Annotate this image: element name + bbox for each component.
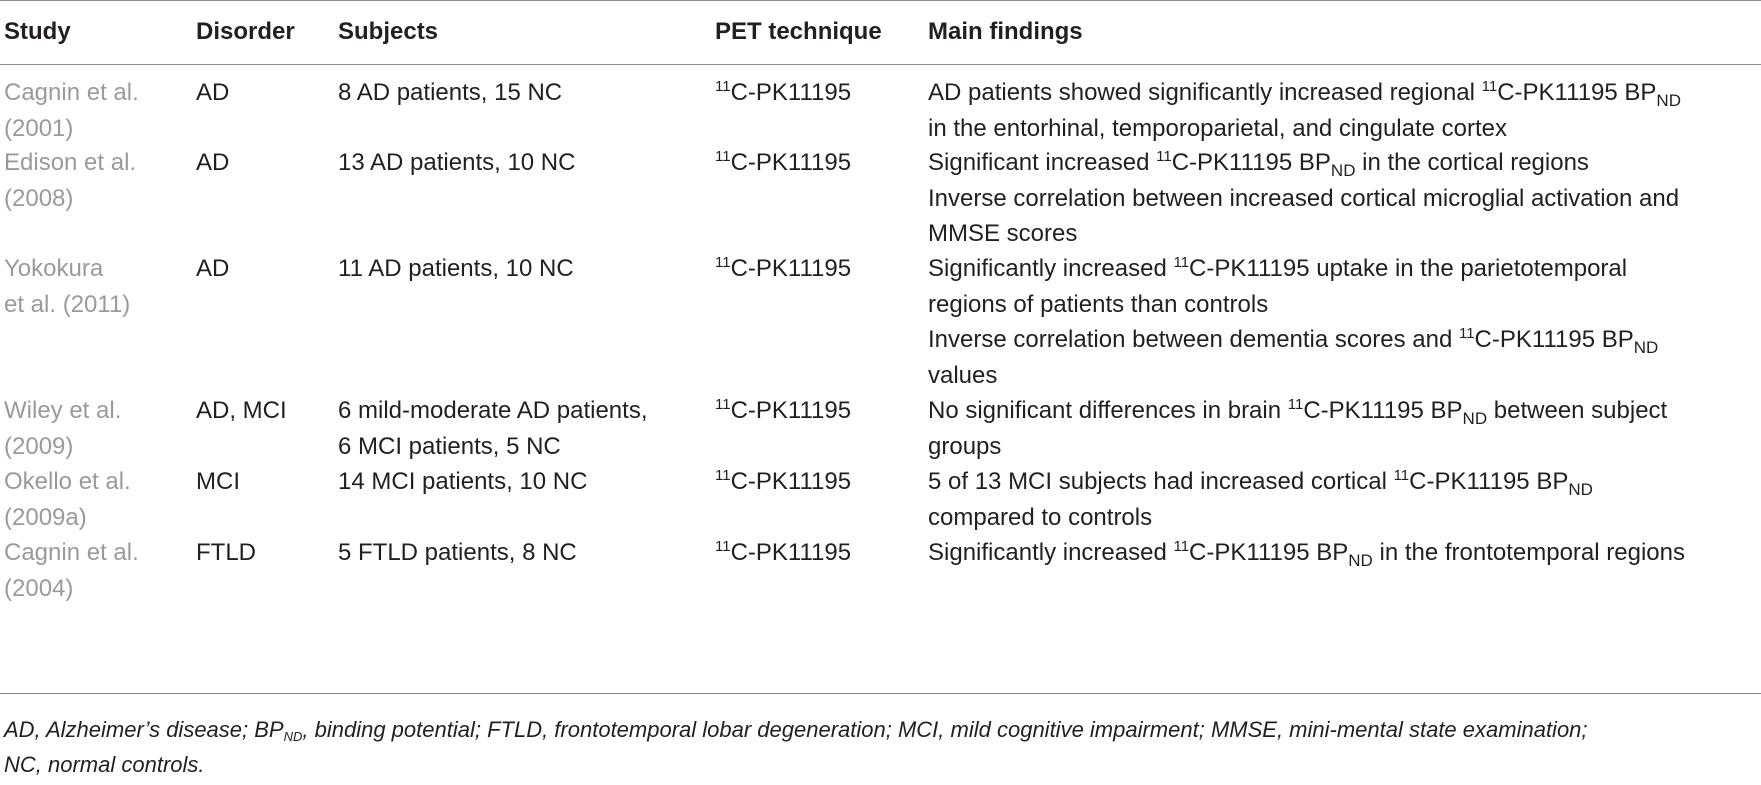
- bp-subscript: ND: [1568, 480, 1593, 499]
- finding-text: C-PK11195 BP: [1171, 149, 1331, 176]
- pet-technique-cell: [715, 462, 851, 502]
- bp-subscript: ND: [1633, 338, 1659, 357]
- finding-text: between subject: [1487, 397, 1668, 424]
- finding-text: MMSE scores: [928, 220, 1078, 247]
- footnote-line-2: NC, normal controls.: [4, 752, 205, 777]
- pet-technique-cell: [715, 143, 851, 183]
- finding-text: in the frontotemporal regions: [1372, 539, 1685, 566]
- subjects-cell: 6 MCI patients, 5 NC: [338, 432, 561, 460]
- study-cell: Edison et al.: [4, 149, 137, 176]
- disorder-cell: FTLD: [196, 539, 256, 566]
- bottom-rule: [0, 693, 1761, 694]
- subjects-cell: 14 MCI patients, 10 NC: [338, 468, 588, 495]
- finding-line: [928, 143, 1589, 183]
- tracer-name: C-PK11195: [730, 255, 852, 282]
- study-cell: Cagnin et al.: [4, 79, 139, 106]
- finding-line: [928, 249, 1627, 289]
- finding-text: 5 of 13 MCI subjects had increased cortical: [928, 468, 1394, 495]
- header-rule: [0, 64, 1761, 65]
- finding-line: [928, 391, 1667, 431]
- finding-line: [928, 356, 997, 396]
- finding-text: Inverse correlation between dementia scores and: [928, 326, 1459, 353]
- disorder-cell: AD, MCI: [196, 397, 287, 424]
- finding-text: values: [928, 361, 998, 389]
- tracer-name: C-PK11195: [730, 397, 852, 424]
- isotope-superscript: 11: [1458, 325, 1475, 342]
- pet-technique-cell: [715, 249, 851, 289]
- subjects-cell: 13 AD patients, 10 NC: [338, 149, 576, 176]
- header-pet-technique: PET technique: [715, 18, 882, 45]
- finding-text: C-PK11195 BP: [1409, 468, 1569, 495]
- finding-text: C-PK11195 BP: [1474, 326, 1634, 353]
- finding-line: [928, 533, 1685, 573]
- bp-subscript: ND: [1348, 551, 1373, 570]
- isotope-superscript: 11: [1173, 538, 1190, 555]
- finding-text: groups: [928, 432, 1002, 460]
- bp-subscript: ND: [1330, 161, 1356, 180]
- footnote-line-1: AD, Alzheimer’s disease; $BP_{ND}$, binding potential; FTLD, frontotemporal lobar degeneration; MCI, mild cognitive impairment; MMSE, mini-mental state examination;: [4, 717, 1588, 744]
- finding-line: [928, 179, 1679, 219]
- pet-technique-cell: [715, 73, 851, 113]
- disorder-cell: AD: [196, 149, 230, 176]
- study-cell: Cagnin et al.: [4, 539, 139, 566]
- pet-technique-cell: [715, 533, 851, 573]
- tracer-name: C-PK11195: [730, 79, 852, 106]
- isotope-superscript: 11: [715, 78, 731, 95]
- study-cell: Wiley et al.: [4, 397, 122, 424]
- finding-text: Significant increased: [928, 149, 1157, 176]
- header-subjects: Subjects: [338, 18, 439, 45]
- finding-text: Significantly increased: [928, 255, 1174, 282]
- header-disorder: Disorder: [196, 18, 295, 45]
- finding-text: in the cortical regions: [1355, 149, 1589, 176]
- study-cell: (2009): [4, 432, 74, 460]
- study-cell: (2004): [4, 574, 74, 602]
- finding-text: Inverse correlation between increased cortical microglial activation and: [928, 184, 1680, 212]
- study-cell: (2001): [4, 114, 74, 142]
- subjects-cell: 5 FTLD patients, 8 NC: [338, 539, 577, 566]
- finding-line: [928, 285, 1268, 325]
- subjects-cell: 11 AD patients, 10 NC: [338, 255, 574, 282]
- bp-subscript: ND: [1656, 91, 1681, 110]
- isotope-superscript: 11: [1393, 467, 1410, 484]
- study-cell: (2009a): [4, 503, 87, 531]
- finding-text: Significantly increased: [928, 539, 1174, 566]
- tracer-name: C-PK11195: [730, 539, 852, 566]
- header-study: Study: [4, 18, 71, 45]
- finding-text: No significant differences in brain: [928, 397, 1288, 424]
- finding-text: AD patients showed significantly increased regional: [928, 79, 1482, 106]
- finding-text: compared to controls: [928, 503, 1153, 531]
- isotope-superscript: 11: [715, 538, 731, 555]
- finding-text: regions of patients than controls: [928, 290, 1269, 318]
- study-cell: (2008): [4, 184, 74, 212]
- isotope-superscript: 11: [1173, 254, 1190, 271]
- isotope-superscript: 11: [715, 254, 731, 271]
- isotope-superscript: 11: [1287, 396, 1304, 413]
- disorder-cell: MCI: [196, 468, 240, 495]
- tracer-name: C-PK11195: [730, 468, 852, 495]
- finding-text: C-PK11195 BP: [1303, 397, 1463, 424]
- isotope-superscript: 11: [1481, 78, 1498, 95]
- finding-line: [928, 73, 1681, 113]
- header-main-findings: Main findings: [928, 18, 1083, 45]
- isotope-superscript: 11: [715, 148, 731, 165]
- finding-line: [928, 214, 1077, 254]
- finding-line: [928, 498, 1152, 538]
- study-cell: et al. (2011): [4, 290, 131, 318]
- finding-line: [928, 427, 1001, 467]
- finding-text: C-PK11195 BP: [1189, 539, 1349, 566]
- isotope-superscript: 11: [715, 396, 731, 413]
- bp-subscript: ND: [1462, 409, 1488, 428]
- subjects-cell: 6 mild-moderate AD patients,: [338, 397, 648, 424]
- disorder-cell: AD: [196, 79, 230, 106]
- study-cell: Yokokura: [4, 255, 104, 282]
- disorder-cell: AD: [196, 255, 230, 282]
- tracer-name: C-PK11195: [730, 149, 852, 176]
- study-cell: Okello et al.: [4, 468, 131, 495]
- finding-text: C-PK11195 BP: [1497, 79, 1657, 106]
- finding-text: C-PK11195 uptake in the parietotemporal: [1189, 255, 1628, 282]
- finding-line: [928, 320, 1658, 360]
- isotope-superscript: 11: [715, 467, 731, 484]
- top-rule: [0, 0, 1761, 1]
- finding-line: [928, 462, 1593, 502]
- finding-text: in the entorhinal, temporoparietal, and cingulate cortex: [928, 114, 1508, 142]
- isotope-superscript: 11: [1156, 148, 1172, 165]
- pet-technique-cell: [715, 391, 851, 431]
- subjects-cell: 8 AD patients, 15 NC: [338, 79, 563, 106]
